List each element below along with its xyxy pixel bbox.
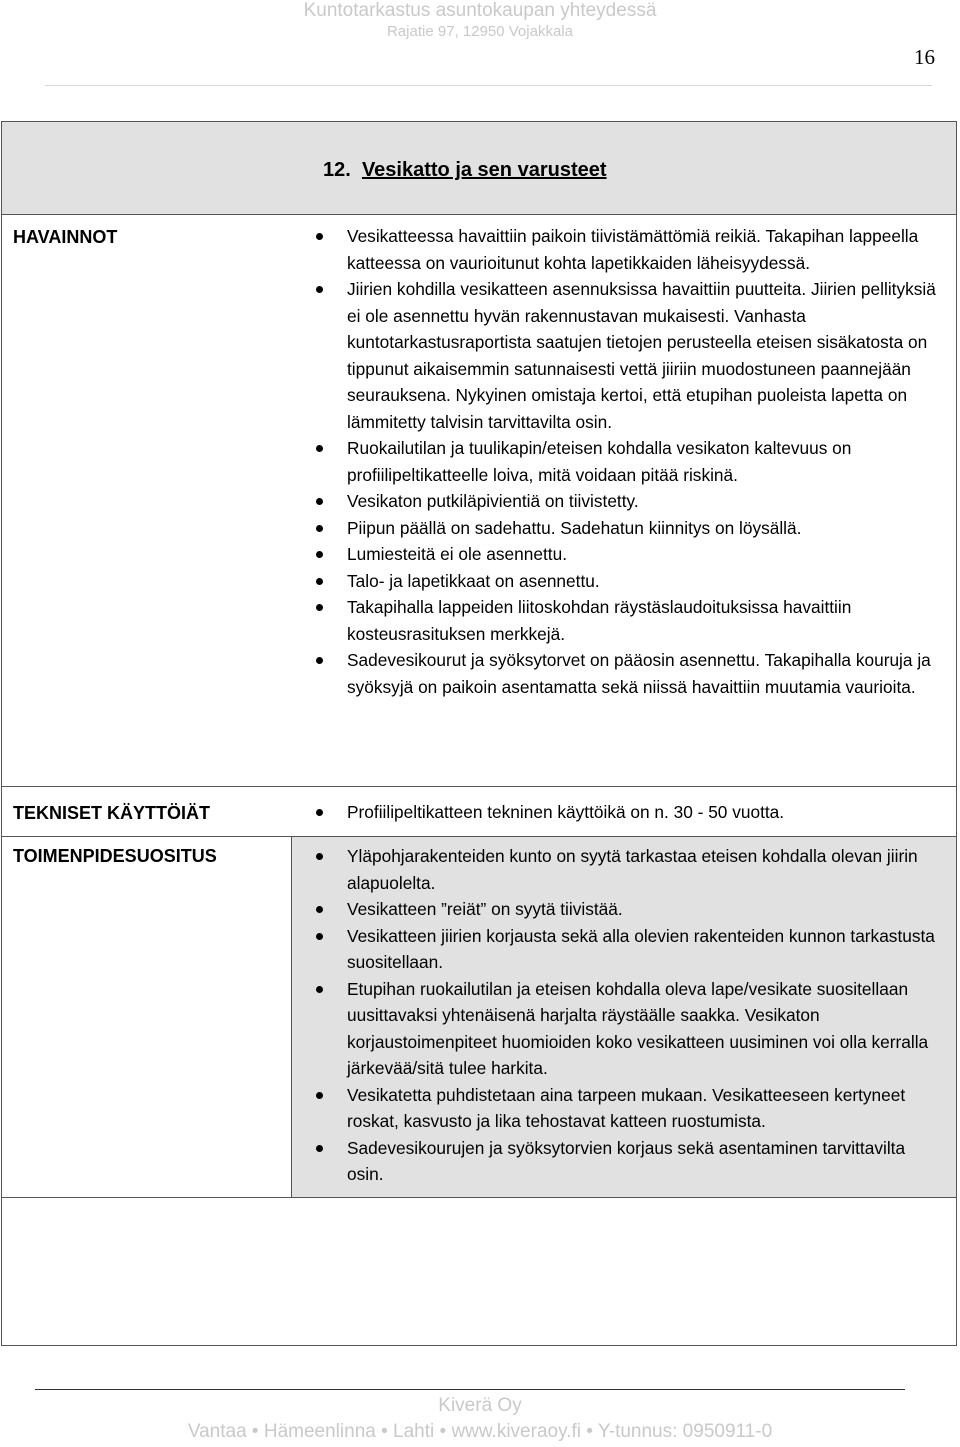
list-item: Vesikatteessa havaittiin paikoin tiivistämättömiä reikiä. Takapihan lappeella katteessa on vaurioitunut kohta lapetikkaiden läheisyydessä.: [292, 223, 942, 276]
list-item: Vesikatteen ”reiät” on syytä tiivistää.: [292, 896, 942, 923]
section-title-band: [2, 122, 956, 215]
list-item: Lumiesteitä ei ole asennettu.: [292, 541, 942, 568]
section-number: 12.: [323, 159, 351, 181]
technical-lifetime-label: TEKNISET KÄYTTÖIÄT: [13, 803, 210, 823]
list-item: Takapihalla lappeiden liitoskohdan räystäslaudoituksissa havaittiin kosteusrasituksen merkkejä.: [292, 594, 942, 647]
list-item: Jiirien kohdilla vesikatteen asennuksissa havaittiin puutteita. Jiirien pellityksiä ei ole asennettu hyvän rakennustavan mukaisesti. Vanhasta kuntotarkastusraportista saatujen tietojen perusteella eteisen sisäkatosta on tippunut aikaisemmin satunnaisesti vettä jiiriin muodostuneen paannejään seurauksena. Nykyinen omistaja kertoi, että etupihan puoleista lapetta on lämmitetty talvisin tarvittavilta osin.: [292, 276, 942, 435]
list-item: Piipun päällä on sadehattu. Sadehatun kiinnitys on löysällä.: [292, 515, 942, 542]
row-divider: [2, 1197, 956, 1198]
report-section-table: [1, 121, 957, 1346]
row-divider: [2, 786, 956, 787]
footer-company: Kiverä Oy: [438, 1395, 522, 1416]
list-item: Yläpohjarakenteiden kunto on syytä tarkastaa eteisen kohdalla olevan jiirin alapuolelta.: [292, 843, 942, 896]
section-heading: [323, 159, 607, 182]
list-item: Vesikatteen jiirien korjausta sekä alla olevien rakenteiden kunnon tarkastusta suositellaan.: [292, 923, 942, 976]
technical-lifetime-list: [292, 799, 942, 826]
page-number: 16: [914, 45, 935, 69]
document-header-address: Rajatie 97, 12950 Vojakkala: [387, 23, 573, 40]
header-divider: [45, 85, 932, 86]
list-item: Sadevesikourut ja syöksytorvet on pääosin asennettu. Takapihalla kouruja ja syöksyjä on paikoin asentamatta sekä niissä havaittiin muutamia vaurioita.: [292, 647, 942, 700]
list-item: Etupihan ruokailutilan ja eteisen kohdalla oleva lape/vesikate suositellaan uusittavaksi yhtenäisenä harjalta räystäälle saakka. Vesikaton korjaustoimenpiteet huomioiden koko vesikatteen uusiminen voi olla kerralla järkevää/sitä tulee harkita.: [292, 976, 942, 1082]
column-divider: [291, 837, 292, 1197]
recommendations-label: TOIMENPIDESUOSITUS: [13, 846, 217, 866]
list-item: Profiilipeltikatteen tekninen käyttöikä on n. 30 - 50 vuotta.: [292, 799, 942, 826]
list-item: Talo- ja lapetikkaat on asennettu.: [292, 568, 942, 595]
footer-contact: Vantaa • Hämeenlinna • Lahti • www.kiveraoy.fi • Y-tunnus: 0950911-0: [187, 1421, 773, 1442]
observations-list: [292, 223, 942, 700]
list-item: Ruokailutilan ja tuulikapin/eteisen kohdalla vesikaton kaltevuus on profiilipeltikatteelle loiva, mitä voidaan pitää riskinä.: [292, 435, 942, 488]
list-item: Vesikatetta puhdistetaan aina tarpeen mukaan. Vesikatteeseen kertyneet roskat, kasvusto ja lika tehostavat katteen ruostumista.: [292, 1082, 942, 1135]
observations-label: HAVAINNOT: [13, 227, 118, 247]
footer-divider: [35, 1389, 905, 1390]
list-item: Sadevesikourujen ja syöksytorvien korjaus sekä asentaminen tarvittavilta osin.: [292, 1135, 942, 1188]
list-item: Vesikaton putkiläpivientiä on tiivistetty.: [292, 488, 942, 515]
section-title: Vesikatto ja sen varusteet: [361, 159, 607, 181]
document-header-title: Kuntotarkastus asuntokaupan yhteydessä: [303, 0, 657, 21]
recommendations-list: [292, 843, 942, 1188]
